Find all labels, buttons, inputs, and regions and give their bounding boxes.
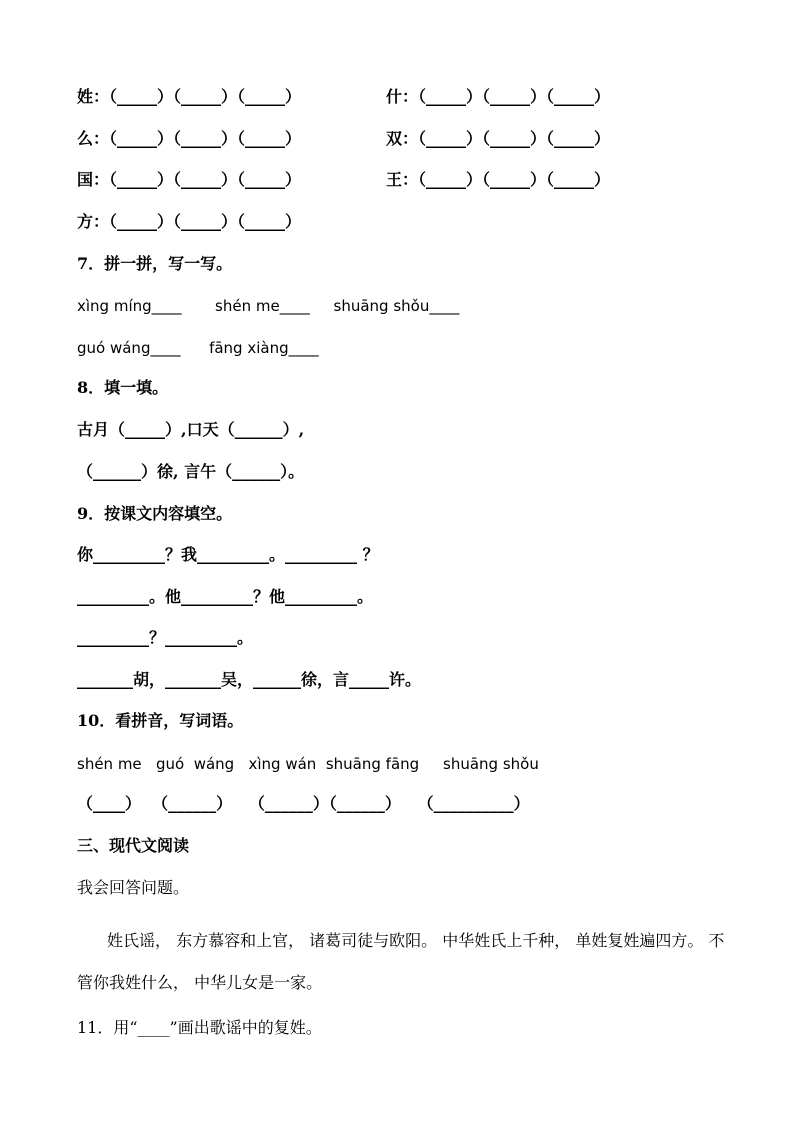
q9-line-2: _________。他_________？他_________。 bbox=[77, 587, 374, 606]
q9-line-1: 你_________？我_________。_________ ？ bbox=[77, 545, 379, 564]
q9-title: 9．按课文内容填空。 bbox=[77, 504, 233, 523]
q8-title: 8．填一填。 bbox=[77, 378, 169, 397]
q7-pinyin-line-2: guó wáng____ fāng xiàng____ bbox=[77, 339, 319, 357]
q10-title: 10．看拼音，写词语。 bbox=[77, 711, 244, 730]
q6-row-2-left: 么：（_____）（_____）（_____） bbox=[77, 129, 302, 148]
q7-title: 7．拼一拼，写一写。 bbox=[77, 254, 233, 273]
q6-row-3-left: 国：（_____）（_____）（_____） bbox=[77, 170, 302, 189]
section-3-instruction: 我会回答问题。 bbox=[77, 878, 190, 897]
q6-row-3-right: 王：（_____）（_____）（_____） bbox=[386, 170, 611, 189]
q9-line-3: _________？_________。 bbox=[77, 628, 254, 647]
q8-line-1: 古月（_____）,口天（______）, bbox=[77, 420, 305, 439]
q10-pinyin: shén me guó wáng xìng wán shuāng fāng shuāng shǒu bbox=[77, 755, 539, 773]
q11-text: 11．用“____”画出歌谣中的复姓。 bbox=[77, 1018, 322, 1037]
q6-row-2-right: 双：（_____）（_____）（_____） bbox=[386, 129, 611, 148]
q6-row-1-left: 姓：（_____）（_____）（_____） bbox=[77, 87, 302, 106]
section-3-title: 三、现代文阅读 bbox=[77, 836, 190, 855]
reading-passage: 姓氏谣， 东方慕容和上官， 诸葛司徒与欧阳。 中华姓氏上千种， 单姓复姓遍四方。 不管你我姓什么， 中华儿女是一家。 bbox=[77, 931, 725, 992]
q6-row-1-right: 什：（_____）（_____）（_____） bbox=[386, 87, 611, 106]
q9-line-4: _______胡，_______吴，______徐，言_____许。 bbox=[77, 670, 422, 689]
q7-pinyin-line-1: xìng míng____ shén me____ shuāng shǒu____ bbox=[77, 297, 460, 315]
q10-blanks: （____） （______） （______）（______） （__________） bbox=[77, 794, 530, 813]
q6-row-4-left: 方：（_____）（_____）（_____） bbox=[77, 212, 302, 231]
q8-line-2: （______）徐, 言午（______）。 bbox=[77, 462, 305, 481]
